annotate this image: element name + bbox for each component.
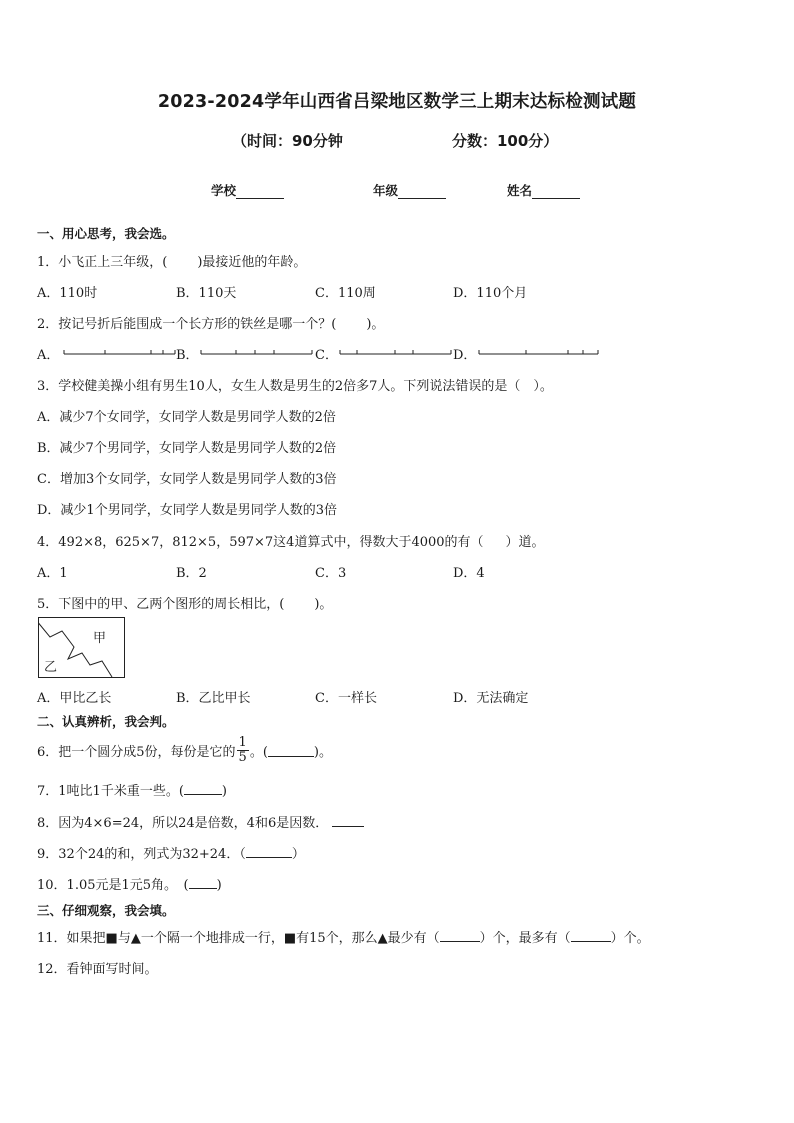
q5-option-b[interactable]: B．乙比甲长 (176, 691, 251, 706)
perimeter-figure (38, 617, 126, 679)
q2-option-c-label[interactable]: C． (315, 348, 338, 363)
q2-wire-d (478, 345, 600, 359)
q11-stem-b: ）个，最多有（ (479, 931, 571, 946)
q1-option-b[interactable]: B．110天 (176, 286, 237, 301)
q9-answer-blank[interactable] (246, 845, 292, 858)
q6-stem-a: 6．把一个圆分成5份，每份是它的 (37, 744, 236, 760)
school-blank[interactable] (236, 186, 284, 199)
question-1 (37, 251, 306, 270)
q11-min-blank[interactable] (440, 929, 480, 942)
question-6 (37, 736, 332, 764)
section-1-heading: 一、用心思考，我会选。 (37, 226, 175, 241)
q9-stem-b: ） (291, 847, 305, 862)
q6-fraction (237, 736, 249, 764)
q4-option-a[interactable]: A．1 (37, 566, 68, 581)
q7-answer-blank[interactable] (184, 782, 222, 795)
school-label: 学校 (211, 183, 237, 198)
q2-option-d-label[interactable]: D． (453, 348, 477, 363)
q8-answer-blank[interactable] (332, 814, 364, 827)
q8-stem: 8．因为4×6=24，所以24是倍数，4和6是因数． (37, 816, 329, 831)
q10-stem-a: 10．1.05元是1元5角。 ( (37, 878, 189, 893)
question-7 (37, 780, 227, 799)
q2-option-a-label[interactable]: A． (37, 348, 60, 363)
q5-option-a[interactable]: A．甲比乙长 (37, 691, 112, 706)
grade-field (373, 181, 446, 199)
q4-option-c[interactable]: C．3 (315, 566, 347, 581)
question-11 (37, 927, 650, 946)
q6-answer-blank[interactable] (268, 744, 314, 757)
q5-stem-b: )。 (314, 597, 333, 612)
q1-option-d[interactable]: D．110个月 (453, 286, 528, 301)
q4-stem-b: ）道。 (505, 535, 545, 550)
q11-max-blank[interactable] (571, 929, 611, 942)
name-label: 姓名 (507, 183, 533, 198)
question-8 (37, 812, 364, 831)
q6-denominator: 5 (238, 749, 247, 765)
q1-option-c[interactable]: C．110周 (315, 286, 376, 301)
question-9 (37, 843, 305, 862)
q6-stem-b: 。( (249, 744, 268, 760)
q6-numerator: 1 (238, 735, 247, 750)
name-field (507, 181, 580, 199)
q2-stem-a: 2．按记号折后能围成一个长方形的铁丝是哪一个？( (37, 317, 337, 332)
exam-score: 分数：100分） (452, 132, 559, 150)
q11-stem-c: ）个。 (610, 931, 650, 946)
section-2-heading: 二、认真辨析，我会判。 (37, 714, 175, 729)
grade-blank[interactable] (398, 186, 446, 199)
q4-stem-a: 4．492×8，625×7，812×5，597×7这4道算式中，得数大于4000的有（ (37, 535, 484, 550)
exam-time: （时间：90分钟 (232, 132, 343, 150)
q5-option-c[interactable]: C．一样长 (315, 691, 377, 706)
question-10 (37, 874, 222, 893)
section-3-heading: 三、仔细观察，我会填。 (37, 903, 175, 918)
q4-option-b[interactable]: B．2 (176, 566, 207, 581)
q2-stem-b: )。 (366, 317, 385, 332)
question-12: 12．看钟面写时间。 (37, 962, 158, 977)
q10-answer-blank[interactable] (189, 876, 217, 889)
q1-stem-a: 1．小飞正上三年级，( (37, 255, 168, 270)
page-title: 2023-2024学年山西省吕梁地区数学三上期末达标检测试题 (157, 92, 637, 112)
q3-option-b[interactable]: B．减少7个男同学，女同学人数是男同学人数的2倍 (37, 441, 337, 456)
q7-stem-b: ) (221, 784, 227, 799)
q4-option-d[interactable]: D．4 (453, 566, 485, 581)
q5-stem-a: 5．下图中的甲、乙两个图形的周长相比，( (37, 597, 285, 612)
question-4 (37, 531, 545, 550)
q1-option-a[interactable]: A．110时 (37, 286, 98, 301)
q5-figure (38, 617, 126, 683)
q7-stem-a: 7．1吨比1千米重一些。( (37, 784, 184, 799)
q2-wire-b (200, 345, 314, 359)
q10-stem-b: ) (216, 878, 222, 893)
q11-stem-a: 11．如果把■与▲一个隔一个地排成一行，■有15个，那么▲最少有（ (37, 931, 440, 946)
school-field (211, 181, 284, 199)
name-blank[interactable] (532, 186, 580, 199)
q2-wire-a (63, 345, 177, 359)
q3-option-a[interactable]: A．减少7个女同学，女同学人数是男同学人数的2倍 (37, 410, 336, 425)
q9-stem-a: 9．32个24的和，列式为32+24．（ (37, 847, 246, 862)
q2-wire-c (339, 345, 453, 359)
q3-option-c[interactable]: C．增加3个女同学，女同学人数是男同学人数的3倍 (37, 472, 337, 487)
region-yi-label: 乙 (44, 660, 58, 675)
grade-label: 年级 (373, 183, 399, 198)
q2-option-b-label[interactable]: B． (176, 348, 199, 363)
question-3: 3．学校健美操小组有男生10人，女生人数是男生的2倍多7人。下列说法错误的是（ ）。 (37, 379, 553, 394)
q3-option-d[interactable]: D．减少1个男同学，女同学人数是男同学人数的3倍 (37, 503, 337, 518)
question-2 (37, 313, 384, 332)
q6-stem-c: )。 (313, 744, 332, 760)
q5-option-d[interactable]: D．无法确定 (453, 691, 529, 706)
q1-stem-b: )最接近他的年龄。 (197, 255, 307, 270)
region-jia-label: 甲 (93, 631, 107, 646)
question-5 (37, 593, 332, 612)
